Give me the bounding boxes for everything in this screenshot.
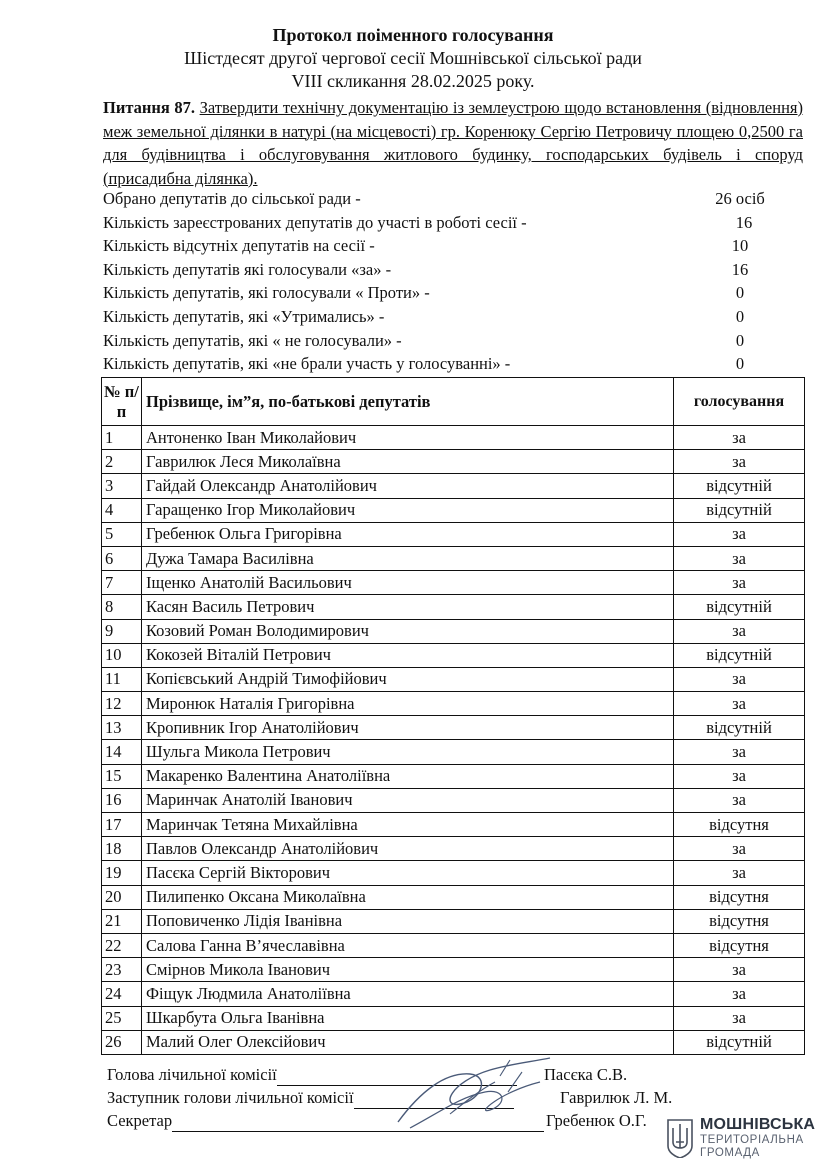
row-number: 15	[102, 764, 142, 788]
deputy-name: Миронюк Наталія Григорівна	[142, 692, 674, 716]
row-number: 1	[102, 426, 142, 450]
row-number: 24	[102, 982, 142, 1006]
table-row	[102, 522, 805, 546]
vote-result: за	[674, 571, 805, 595]
table-row	[102, 958, 805, 982]
signatory-name: Пасєка С.В.	[544, 1065, 628, 1084]
table-row	[102, 909, 805, 933]
question-number: Питання 87.	[103, 98, 196, 117]
deputy-name: Козовий Роман Володимирович	[142, 619, 674, 643]
table-row	[102, 1006, 805, 1030]
vote-result: за	[674, 958, 805, 982]
question-block	[103, 96, 803, 190]
table-row	[102, 619, 805, 643]
stat-value: 0	[735, 307, 745, 326]
stat-value: 10	[731, 236, 749, 256]
vote-result: за	[674, 788, 805, 812]
deputy-name: Гаращенко Ігор Миколайович	[142, 498, 674, 522]
row-number: 6	[102, 546, 142, 570]
stat-label: Кількість депутатів, які « не голосували» -	[103, 330, 402, 350]
row-number: 7	[102, 571, 142, 595]
table-row	[102, 498, 805, 522]
stat-value: 0	[735, 283, 745, 303]
deputy-name: Маринчак Тетяна Михайлівна	[142, 813, 674, 837]
deputy-name: Пилипенко Оксана Миколаївна	[142, 885, 674, 909]
deputy-name: Гайдай Олександр Анатолійович	[142, 474, 674, 498]
table-row	[102, 595, 805, 619]
deputy-name: Гребенюк Ольга Григорівна	[142, 522, 674, 546]
stat-value: 0	[735, 354, 745, 374]
row-number: 3	[102, 474, 142, 498]
vote-result: за	[674, 740, 805, 764]
vote-result: відсутній	[674, 474, 805, 498]
vote-result: за	[674, 546, 805, 570]
header-vote: голосування	[674, 378, 805, 426]
logo-line-2: ТЕРИТОРІАЛЬНА	[700, 1134, 804, 1146]
signature-role: Заступник голови лічильної комісії	[107, 1088, 354, 1107]
deputy-name: Маринчак Анатолій Іванович	[142, 788, 674, 812]
trident-emblem-icon	[666, 1118, 694, 1158]
vote-result: за	[674, 619, 805, 643]
vote-result: за	[674, 982, 805, 1006]
table-row	[102, 450, 805, 474]
deputy-name: Фіщук Людмила Анатоліївна	[142, 982, 674, 1006]
deputy-name: Кропивник Ігор Анатолійович	[142, 716, 674, 740]
stat-value: 0	[735, 330, 745, 350]
row-number: 13	[102, 716, 142, 740]
deputy-name: Кокозей Віталій Петрович	[142, 643, 674, 667]
vote-result: відсутній	[674, 716, 805, 740]
row-number: 14	[102, 740, 142, 764]
signatory-name: Гаврилюк Л. М.	[560, 1088, 673, 1107]
table-row	[102, 546, 805, 570]
stat-value: 26 осіб	[715, 189, 765, 208]
deputy-name: Смірнов Микола Іванович	[142, 958, 674, 982]
stat-label: Кількість депутатів, які «не брали участь у голосуванні» -	[103, 354, 511, 374]
vote-result: відсутня	[674, 813, 805, 837]
row-number: 20	[102, 885, 142, 909]
row-number: 5	[102, 522, 142, 546]
vote-result: за	[674, 764, 805, 788]
vote-result: відсутній	[674, 498, 805, 522]
stat-label: Кількість депутатів, які голосували « Проти» -	[103, 283, 430, 303]
table-row	[102, 837, 805, 861]
row-number: 10	[102, 643, 142, 667]
vote-result: за	[674, 522, 805, 546]
vote-result: за	[674, 450, 805, 474]
header-name: Прізвище, ім”я, по-батькові депутатів	[142, 378, 674, 426]
deputy-name: Гаврилюк Леся Миколаївна	[142, 450, 674, 474]
vote-result: за	[674, 837, 805, 861]
signature-role: Голова лічильної комісії	[107, 1065, 277, 1084]
row-number: 16	[102, 788, 142, 812]
row-number: 9	[102, 619, 142, 643]
community-logo	[666, 1116, 816, 1162]
row-number: 19	[102, 861, 142, 885]
row-number: 11	[102, 667, 142, 691]
question-text: Затвердити технічну документацію із землеустрою щодо встановлення (відновлення) меж земельної ділянки в натурі (на місцевості) гр. Коренюку Сергію Петровичу площею 0,2500 га для будівництва і обслуговування житлового будинку, господарських будівель і споруд (присадибна ділянка).	[103, 98, 804, 188]
stat-label: Кількість відсутніх депутатів на сесії -	[103, 236, 375, 256]
vote-result: за	[674, 861, 805, 885]
table-row	[102, 643, 805, 667]
deputy-name: Макаренко Валентина Анатоліївна	[142, 764, 674, 788]
session-subtitle: Шістдесят другої чергової сесії Мошнівської сільської ради	[184, 48, 642, 68]
table-row	[102, 740, 805, 764]
table-row	[102, 426, 805, 450]
vote-result: відсутній	[674, 1030, 805, 1054]
deputy-name: Касян Василь Петрович	[142, 595, 674, 619]
vote-result: за	[674, 667, 805, 691]
header-number: № п/п	[102, 378, 142, 426]
convocation-date: VIII скликання 28.02.2025 року.	[291, 71, 535, 91]
stat-label: Кількість депутатів, які «Утримались» -	[103, 307, 385, 326]
table-row	[102, 571, 805, 595]
deputy-name: Шкарбута Ольга Іванівна	[142, 1006, 674, 1030]
table-row	[102, 667, 805, 691]
deputy-name: Малий Олег Олексійович	[142, 1030, 674, 1054]
vote-result: за	[674, 426, 805, 450]
row-number: 25	[102, 1006, 142, 1030]
deputy-name: Антоненко Іван Миколайович	[142, 426, 674, 450]
table-row	[102, 982, 805, 1006]
row-number: 2	[102, 450, 142, 474]
deputy-name: Павлов Олександр Анатолійович	[142, 837, 674, 861]
row-number: 4	[102, 498, 142, 522]
vote-result: відсутня	[674, 933, 805, 957]
vote-result: за	[674, 1006, 805, 1030]
row-number: 26	[102, 1030, 142, 1054]
signature-role: Секретар	[107, 1111, 173, 1130]
deputy-name: Іщенко Анатолій Васильович	[142, 571, 674, 595]
row-number: 22	[102, 933, 142, 957]
logo-line-3: ГРОМАДА	[700, 1147, 760, 1159]
stat-label: Обрано депутатів до сільської ради -	[103, 189, 361, 208]
row-number: 8	[102, 595, 142, 619]
table-row	[102, 1030, 805, 1054]
table-row	[102, 813, 805, 837]
vote-result: відсутній	[674, 595, 805, 619]
deputy-name: Дужа Тамара Василівна	[142, 546, 674, 570]
roll-call-table	[101, 377, 805, 1055]
table-row	[102, 716, 805, 740]
deputy-name: Шульга Микола Петрович	[142, 740, 674, 764]
signatory-name: Гребенюк О.Г.	[546, 1111, 647, 1130]
table-row	[102, 692, 805, 716]
vote-result: відсутній	[674, 643, 805, 667]
document-title: Протокол поіменного голосування	[272, 25, 554, 45]
table-row	[102, 933, 805, 957]
deputy-name: Пасєка Сергій Вікторович	[142, 861, 674, 885]
table-row	[102, 474, 805, 498]
stat-value: 16	[731, 259, 749, 279]
vote-result: відсутня	[674, 885, 805, 909]
row-number: 18	[102, 837, 142, 861]
vote-result: за	[674, 692, 805, 716]
table-row	[102, 885, 805, 909]
stat-label: Кількість депутатів які голосували «за» -	[103, 259, 392, 279]
row-number: 23	[102, 958, 142, 982]
logo-line-1: МОШНІВСЬКА	[700, 1116, 816, 1133]
table-row	[102, 764, 805, 788]
row-number: 17	[102, 813, 142, 837]
deputy-name: Копієвський Андрій Тимофійович	[142, 667, 674, 691]
deputy-name: Салова Ганна В’ячеславівна	[142, 933, 674, 957]
row-number: 12	[102, 692, 142, 716]
table-row	[102, 861, 805, 885]
table-header-row	[102, 378, 805, 426]
handwritten-signature	[390, 1052, 560, 1132]
vote-result: відсутня	[674, 909, 805, 933]
deputy-name: Поповиченко Лідія Іванівна	[142, 909, 674, 933]
stat-label: Кількість зареєстрованих депутатів до участі в роботі сесії -	[103, 212, 527, 232]
row-number: 21	[102, 909, 142, 933]
stat-value: 16	[735, 212, 753, 232]
table-row	[102, 788, 805, 812]
